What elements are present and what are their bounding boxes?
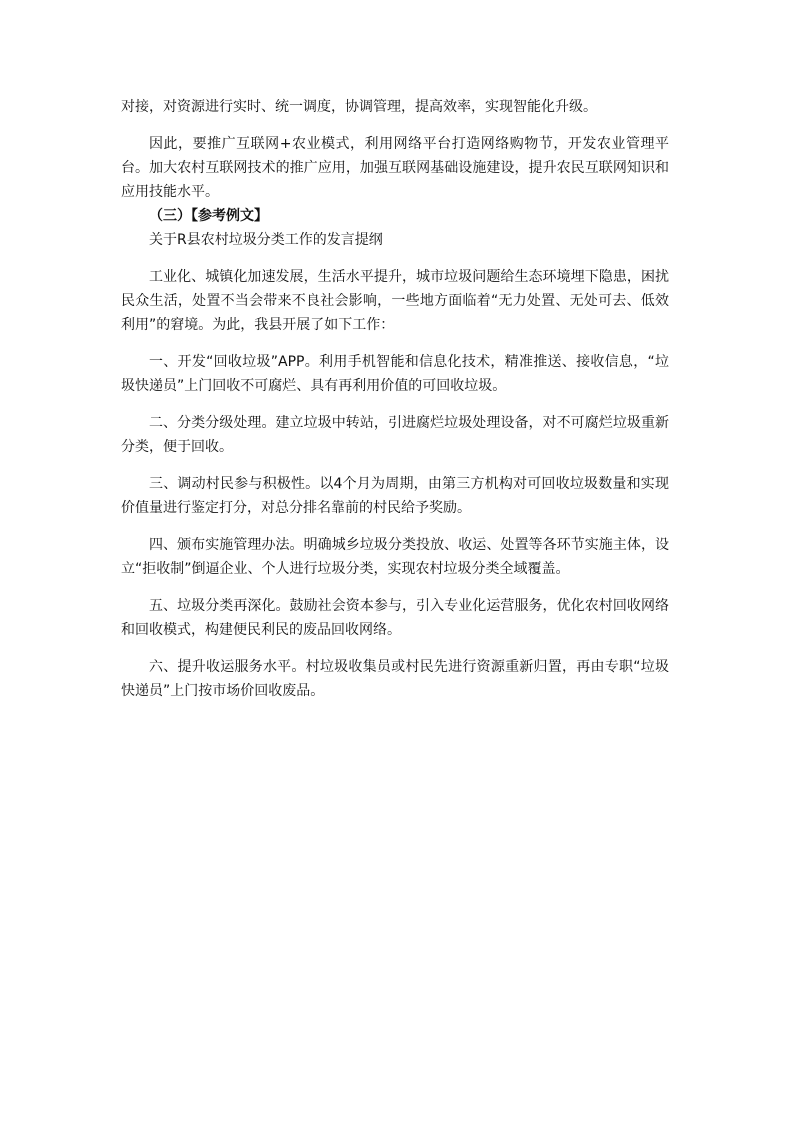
document-subtitle: 关于R县农村垃圾分类工作的发言提纲 [149,232,383,248]
list-item: 三、调动村民参与积极性。以4个月为周期，由第三方机构对可回收垃圾数量和实现价值量进行鉴定打分，对总分排名靠前的村民给予奖励。 [121,476,669,516]
paragraph-intro: 工业化、城镇化加速发展，生活水平提升，城市垃圾问题给生态环境埋下隐患，困扰民众生活，处置不当会带来不良社会影响，一些地方面临着“无力处置、无处可去、低效利用”的窘境。为此，我县开展了如下工作： [121,269,669,333]
list-item: 六、提升收运服务水平。村垃圾收集员或村民先进行资源重新归置，再由专职“垃圾快递员”上门按市场价回收废品。 [121,659,669,699]
list-item: 五、垃圾分类再深化。鼓励社会资本参与，引入专业化运营服务，优化农村回收网络和回收模式，构建便民利民的废品回收网络。 [121,598,669,638]
paragraph-conclusion: 因此，要推广互联网+农业模式，利用网络平台打造网络购物节，开发农业管理平台。加大农村互联网技术的推广应用，加强互联网基础设施建设，提升农民互联网知识和应用技能水平。 [121,136,669,200]
document-body [121,95,669,703]
list-item: 四、颁布实施管理办法。明确城乡垃圾分类投放、收运、处置等各环节实施主体，设立“拒收制”倒逼企业、个人进行垃圾分类，实现农村垃圾分类全域覆盖。 [121,537,669,577]
paragraph-continuation: 对接，对资源进行实时、统一调度，协调管理，提高效率，实现智能化升级。 [121,99,597,115]
list-item: 一、开发“回收垃圾”APP。利用手机智能和信息化技术，精准推送、接收信息，“垃圾快递员”上门回收不可腐烂、具有再利用价值的可回收垃圾。 [121,354,669,394]
section-heading: （三）【参考例文】 [149,208,268,224]
list-item: 二、分类分级处理。建立垃圾中转站，引进腐烂垃圾处理设备，对不可腐烂垃圾重新分类，便于回收。 [121,415,669,455]
